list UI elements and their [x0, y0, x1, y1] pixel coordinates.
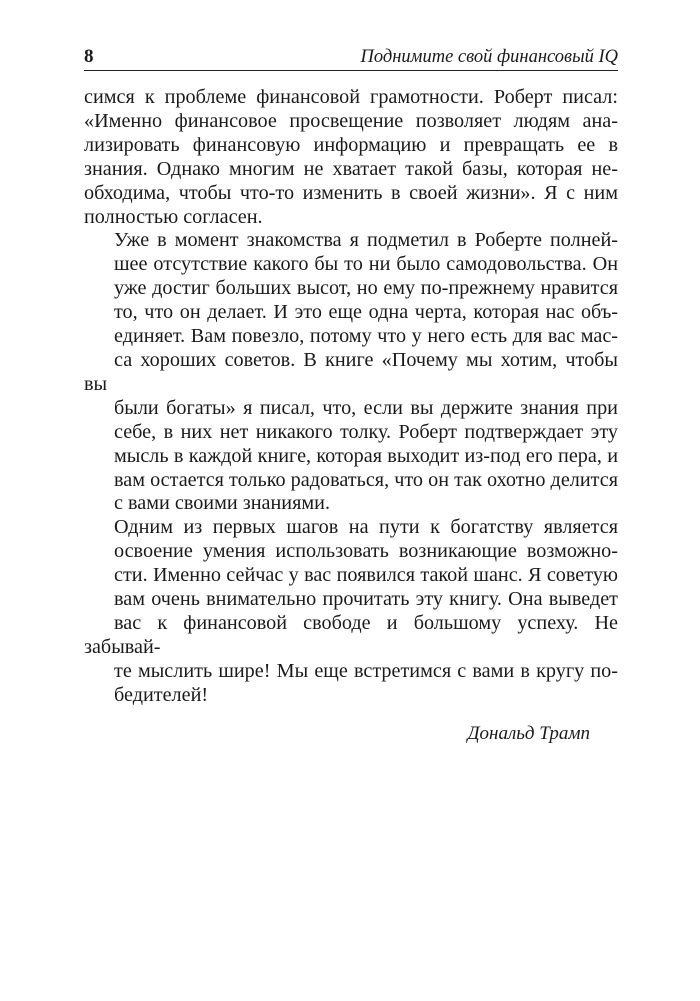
text-line: Одним из первых шагов на пути к богатству является [114, 516, 618, 539]
paragraph-3 [84, 516, 618, 707]
running-head [84, 40, 618, 71]
body-text [84, 86, 618, 708]
text-line: са хороших советов. В книге «Почему мы хотим, чтобы вы [84, 348, 618, 395]
text-line: знания. Однако многим не хватает такой базы, которая не- [84, 157, 618, 180]
paragraph-2 [84, 229, 618, 516]
text-line: вам очень внимательно прочитать эту книгу. Она выведет [114, 588, 618, 611]
text-line: полностью согласен. [84, 205, 263, 228]
text-line: то, что он делает. И это еще одна черта, которая нас объ- [114, 301, 618, 324]
text-line: «Именно финансовое просвещение позволяет людям ана- [84, 109, 618, 132]
running-title: Поднимите свой финансовый IQ [360, 47, 618, 67]
text-line: вам остается только радоваться, что он так охотно делится [114, 468, 618, 491]
text-line: шее отсутствие какого бы то ни было самодовольства. Он [114, 253, 618, 276]
book-page [84, 40, 618, 745]
text-line: бедителей! [114, 683, 209, 706]
text-line: те мыслить шире! Мы еще встретимся с вами в кругу по- [114, 659, 618, 682]
text-line: вас к финансовой свободе и большому успеху. Не забывай- [84, 611, 618, 658]
page-number: 8 [84, 46, 94, 67]
text-line: Уже в момент знакомства я подметил в Роберте полней- [114, 229, 618, 252]
text-line: мысль в каждой книге, которая выходит из-под его пера, и [114, 444, 618, 467]
text-line: освоение умения использовать возникающие возможно- [114, 540, 618, 563]
paragraph-1 [84, 86, 618, 229]
text-line: лизировать финансовую информацию и превращать ее в [84, 133, 618, 156]
text-line: были богаты» я писал, что, если вы держите знания при [114, 396, 618, 419]
text-line: обходима, чтобы что-то изменить в своей жизни». Я с ним [84, 181, 618, 204]
text-line: себе, в них нет никакого толку. Роберт подтверждает эту [114, 420, 618, 443]
text-line: сти. Именно сейчас у вас появился такой шанс. Я советую [114, 564, 618, 587]
author-signature: Дональд Трамп [467, 722, 590, 744]
text-line: симся к проблеме финансовой грамотности. Роберт писал: [84, 86, 618, 108]
text-line: единяет. Вам повезло, потому что у него есть для вас мас- [114, 325, 618, 348]
text-line: с вами своими знаниями. [114, 492, 330, 515]
text-line: уже достиг больших высот, но ему по-прежнему нравится [114, 277, 618, 300]
